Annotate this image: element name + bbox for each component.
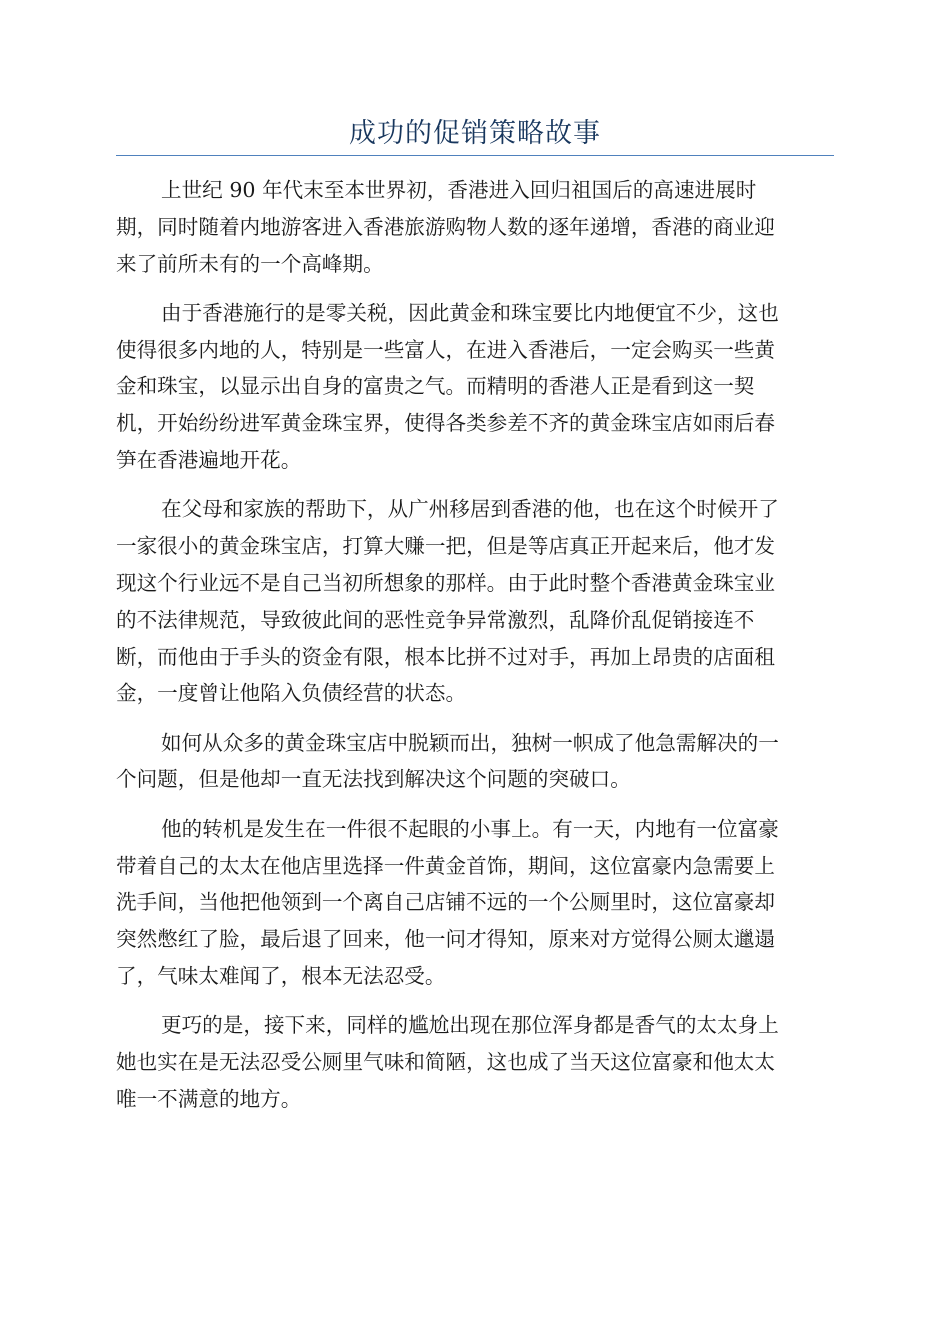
paragraph-line: 她也实在是无法忍受公厕里气味和简陋，这也成了当天这位富豪和他太太 (116, 1050, 775, 1075)
paragraph-line: 了，气味太难闻了，根本无法忍受。 (116, 963, 446, 988)
document-body (116, 172, 834, 1130)
paragraph (116, 172, 834, 282)
paragraph-line: 笋在香港遍地开花。 (116, 448, 302, 473)
paragraph-line: 的不法律规范，导致彼此间的恶性竞争异常激烈，乱降价乱促销接连不 (116, 607, 755, 632)
paragraph-line: 如何从众多的黄金珠宝店中脱颖而出，独树一帜成了他急需解决的一 (161, 730, 779, 755)
paragraph (116, 725, 834, 799)
title-underline (116, 155, 834, 156)
paragraph-line: 上世纪 90 年代末至本世界初，香港进入回归祖国后的高速进展时 (161, 178, 757, 202)
paragraph-line: 现这个行业远不是自己当初所想象的那样。由于此时整个香港黄金珠宝业 (116, 570, 775, 595)
paragraph-line: 唯一不满意的地方。 (116, 1086, 302, 1111)
paragraph-line: 在父母和家族的帮助下，从广州移居到香港的他，也在这个时候开了 (161, 497, 779, 522)
paragraph-line: 突然憋红了脸，最后退了回来，他一问才得知，原来对方觉得公厕太邋遢 (116, 927, 775, 952)
paragraph-line: 机，开始纷纷进军黄金珠宝界，使得各类参差不齐的黄金珠宝店如雨后春 (116, 411, 775, 436)
paragraph-line: 个问题，但是他却一直无法找到解决这个问题的突破口。 (116, 767, 631, 792)
paragraph-line: 使得很多内地的人，特别是一些富人，在进入香港后，一定会购买一些黄 (116, 337, 775, 362)
paragraph-line: 期，同时随着内地游客进入香港旅游购物人数的逐年递增，香港的商业迎 (116, 214, 775, 239)
paragraph-line: 断，而他由于手头的资金有限，根本比拼不过对手，再加上昂贵的店面租 (116, 644, 775, 669)
paragraph-line: 由于香港施行的是零关税，因此黄金和珠宝要比内地便宜不少，这也 (161, 300, 779, 325)
paragraph-line: 金和珠宝，以显示出自身的富贵之气。而精明的香港人正是看到这一契 (116, 374, 755, 399)
paragraph-line: 带着自己的太太在他店里选择一件黄金首饰，期间，这位富豪内急需要上 (116, 853, 775, 878)
paragraph-line: 更巧的是，接下来，同样的尴尬出现在那位浑身都是香气的太太身上 (161, 1013, 779, 1038)
paragraph-line: 一家很小的黄金珠宝店，打算大赚一把，但是等店真正开起来后，他才发 (116, 534, 775, 559)
paragraph-line: 洗手间，当他把他领到一个离自己店铺不远的一个公厕里时，这位富豪却 (116, 890, 775, 915)
paragraph-line: 他的转机是发生在一件很不起眼的小事上。有一天，内地有一位富豪 (161, 816, 779, 841)
paragraph (116, 811, 834, 995)
paragraph-line: 金，一度曾让他陷入负债经营的状态。 (116, 681, 467, 706)
document-title: 成功的促销策略故事 (349, 118, 601, 149)
paragraph (116, 295, 834, 479)
paragraph-line: 来了前所未有的一个高峰期。 (116, 251, 384, 276)
paragraph (116, 491, 834, 712)
paragraph (116, 1007, 834, 1117)
